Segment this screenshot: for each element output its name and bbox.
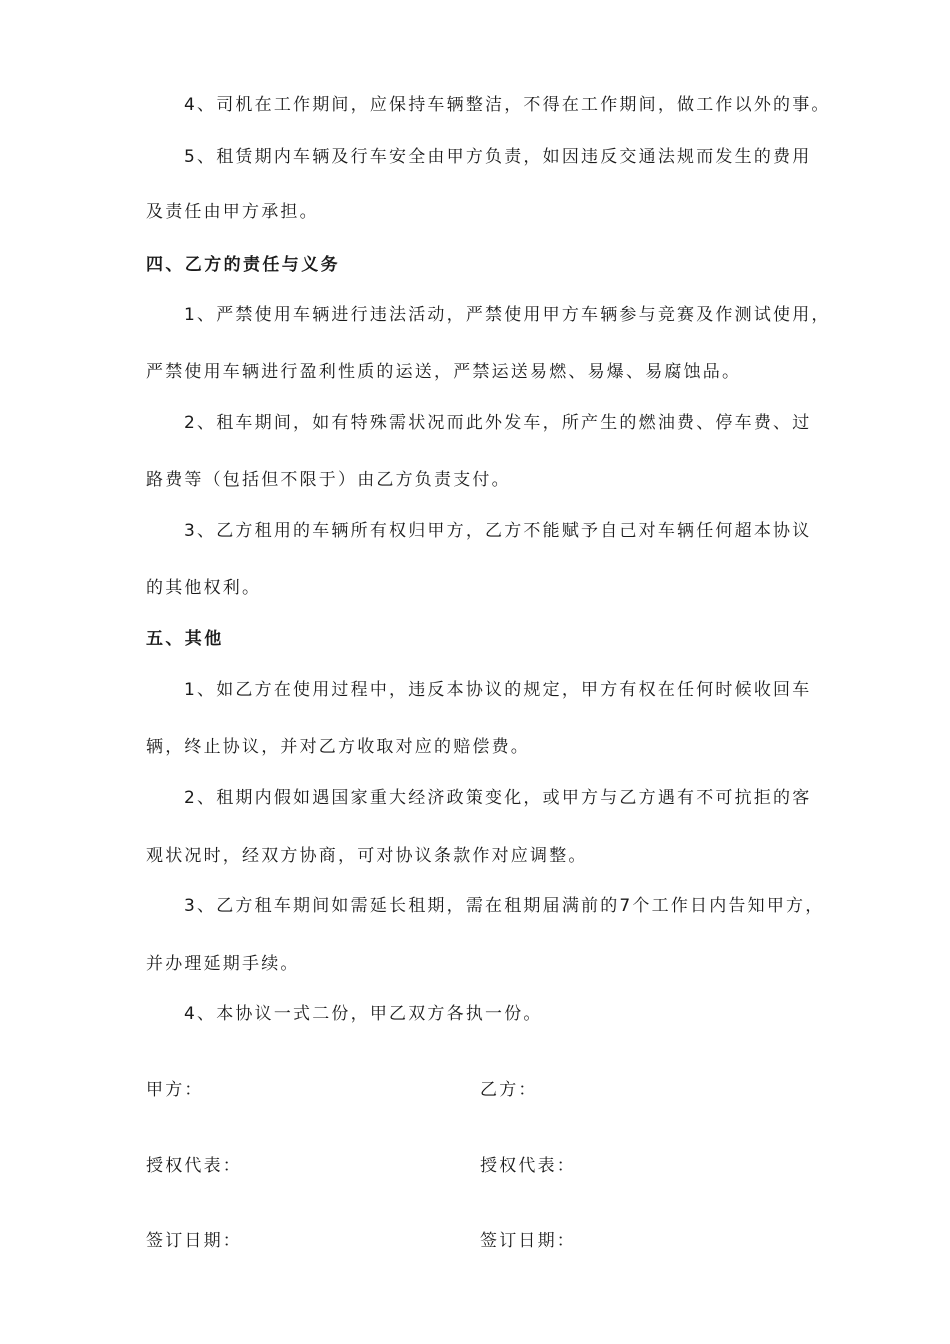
section4-heading: 四、乙方的责任与义务 [146, 255, 340, 275]
section4-item1-line2: 严禁使用车辆进行盈利性质的运送，严禁运送易燃、易爆、易腐蚀品。 [146, 362, 742, 382]
rep-a-label: 授权代表： [146, 1156, 242, 1176]
party-b-label: 乙方： [480, 1080, 538, 1100]
section5-item1-line2: 辆，终止协议，并对乙方收取对应的赔偿费。 [146, 737, 530, 757]
section4-item2-line1: 2、租车期间，如有特殊需状况而此外发车，所产生的燃油费、停车费、过 [184, 413, 812, 433]
section4-item1-line1: 1、严禁使用车辆进行违法活动，严禁使用甲方车辆参与竞赛及作测试使用， [184, 305, 831, 325]
section5-heading: 五、其他 [146, 629, 224, 649]
section5-item2-line2: 观状况时，经双方协商，可对协议条款作对应调整。 [146, 846, 588, 866]
section5-item2-line1: 2、租期内假如遇国家重大经济政策变化，或甲方与乙方遇有不可抗拒的客 [184, 788, 812, 808]
section3-item5-line1: 5、租赁期内车辆及行车安全由甲方负责，如因违反交通法规而发生的费用 [184, 147, 812, 167]
rep-b-label: 授权代表： [480, 1156, 576, 1176]
date-a-label: 签订日期： [146, 1231, 242, 1251]
section5-item4: 4、本协议一式二份，甲乙双方各执一份。 [184, 1004, 543, 1024]
date-b-label: 签订日期： [480, 1231, 576, 1251]
section3-item5-line2: 及责任由甲方承担。 [146, 202, 319, 222]
section5-item3-line2: 并办理延期手续。 [146, 954, 300, 974]
section4-item2-line2: 路费等（包括但不限于）由乙方负责支付。 [146, 470, 511, 490]
party-a-label: 甲方： [146, 1080, 204, 1100]
section5-item1-line1: 1、如乙方在使用过程中，违反本协议的规定，甲方有权在任何时候收回车 [184, 680, 812, 700]
section4-item3-line1: 3、乙方租用的车辆所有权归甲方，乙方不能赋予自己对车辆任何超本协议 [184, 521, 812, 541]
section4-item3-line2: 的其他权利。 [146, 578, 262, 598]
section5-item3-line1: 3、乙方租车期间如需延长租期，需在租期届满前的7个工作日内告知甲方， [184, 896, 825, 916]
section3-item4: 4、司机在工作期间，应保持车辆整洁，不得在工作期间，做工作以外的事。 [184, 95, 831, 115]
